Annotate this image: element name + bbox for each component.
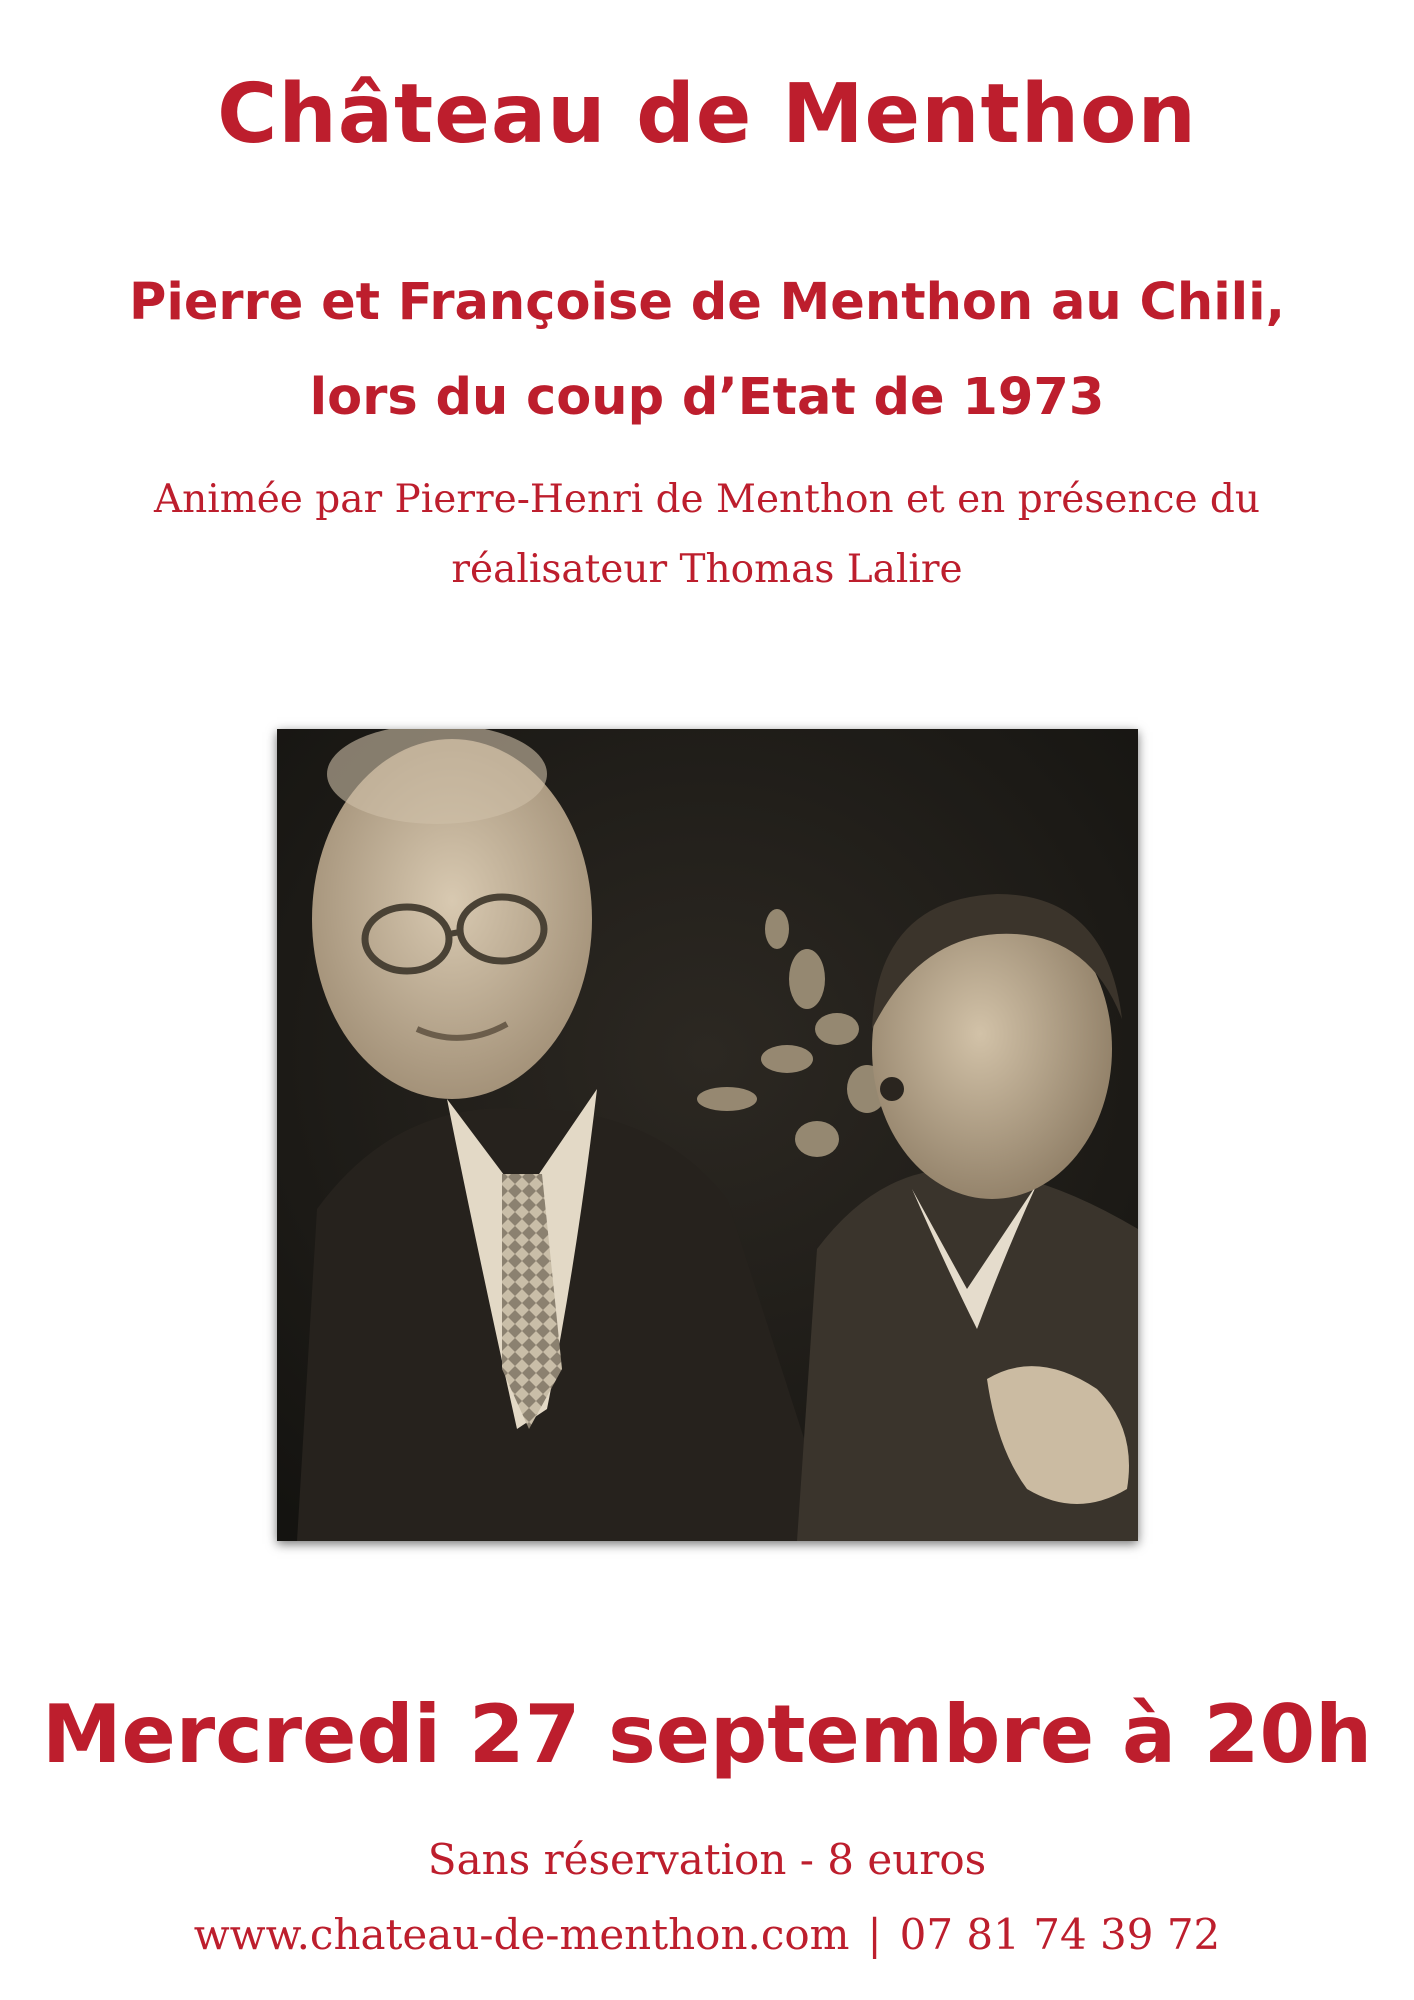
couple-photo — [277, 729, 1138, 1541]
event-subtitle-line-1: Pierre et Françoise de Menthon au Chili, — [128, 273, 1286, 332]
price-info: Sans réservation - 8 euros — [427, 1835, 987, 1884]
event-subtitle-line-2: lors du coup d’Etat de 1973 — [309, 368, 1105, 427]
phone-number[interactable]: 07 81 74 39 72 — [899, 1910, 1221, 1959]
host-info — [0, 465, 1414, 605]
contact-separator: | — [867, 1910, 882, 1959]
contact-line — [0, 1905, 1414, 1965]
website-link[interactable]: www.chateau-de-menthon.com — [193, 1910, 850, 1959]
photo-icon — [277, 729, 1138, 1541]
event-date: Mercredi 27 septembre à 20h — [41, 1688, 1373, 1781]
host-line-2: réalisateur Thomas Lalire — [451, 547, 963, 592]
host-line-1: Animée par Pierre-Henri de Menthon et en présence du — [153, 477, 1260, 522]
event-subtitle — [0, 255, 1414, 445]
page-title: Château de Menthon — [217, 67, 1197, 162]
